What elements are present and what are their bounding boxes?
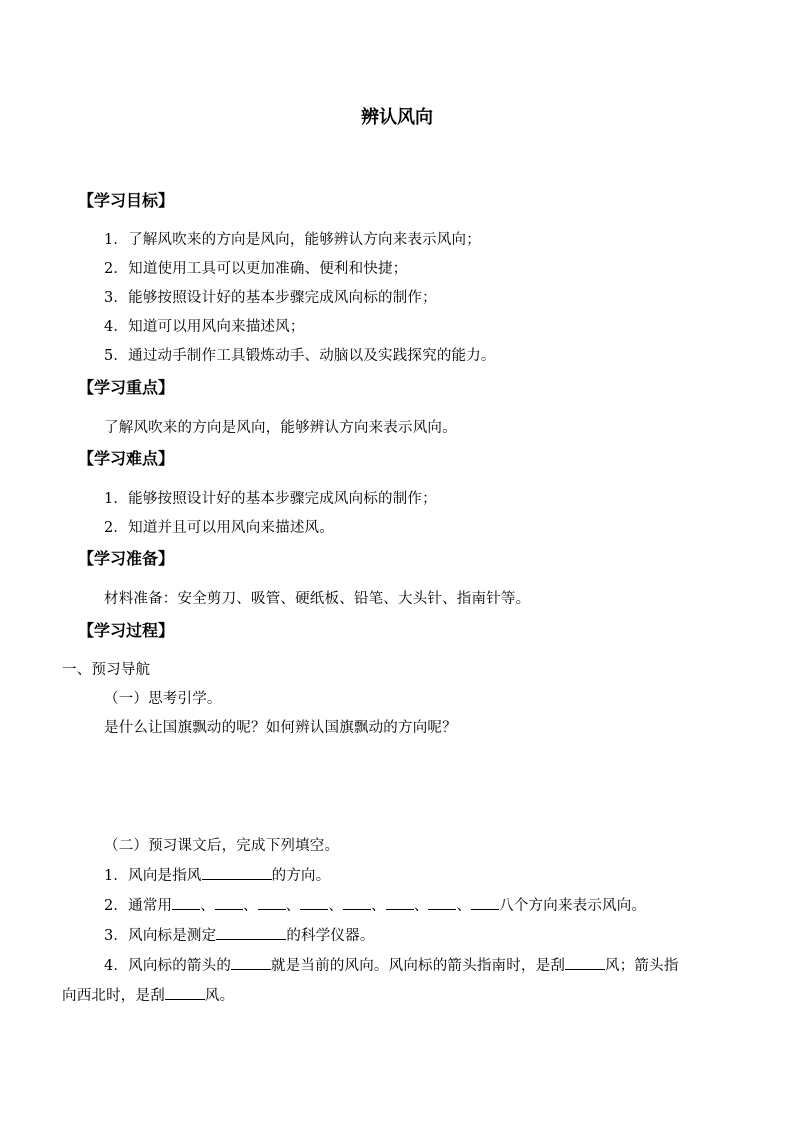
separator: 、 xyxy=(285,898,301,914)
answer-blank[interactable] xyxy=(172,895,200,910)
objective-item: 2．知道使用工具可以更加准确、便利和快捷； xyxy=(104,261,408,277)
key-points-heading: 【学习重点】 xyxy=(78,378,175,397)
question-text: 是什么让国旗飘动的呢？如何辨认国旗飘动的方向呢？ xyxy=(104,720,457,736)
key-points-text: 了解风吹来的方向是风向，能够辨认方向来表示风向。 xyxy=(104,420,457,436)
objective-item: 1．了解风吹来的方向是风向，能够辨认方向来表示风向； xyxy=(104,232,481,248)
sub1-title: （一）思考引学。 xyxy=(104,691,222,707)
answer-blank[interactable] xyxy=(231,955,271,970)
separator: 、 xyxy=(328,898,344,914)
separator: 、 xyxy=(413,898,429,914)
objective-item: 5．通过动手制作工具锻炼动手、动脑以及实践探究的能力。 xyxy=(104,348,496,364)
answer-blank[interactable] xyxy=(565,955,605,970)
answer-blank[interactable] xyxy=(215,895,243,910)
q4-text-c: 风；箭头指 xyxy=(605,958,679,974)
fill-question-4 xyxy=(104,955,679,976)
sub2-title: （二）预习课文后，完成下列填空。 xyxy=(104,838,340,854)
fill-question-2 xyxy=(104,895,646,916)
difficulties-heading: 【学习难点】 xyxy=(78,449,175,468)
q2-text-a: 2．通常用 xyxy=(104,898,173,914)
preparation-heading: 【学习准备】 xyxy=(78,549,175,568)
part1-title: 一、预习导航 xyxy=(62,662,151,678)
q2-text-b: 八个方向来表示风向。 xyxy=(499,898,647,914)
answer-blank[interactable] xyxy=(428,895,456,910)
q3-text-a: 3．风向标是测定 xyxy=(104,928,217,944)
q1-text-a: 1．风向是指风 xyxy=(104,868,202,884)
fill-question-1 xyxy=(104,865,330,886)
answer-blank[interactable] xyxy=(300,895,328,910)
answer-blank[interactable] xyxy=(471,895,499,910)
fill-question-4-cont xyxy=(62,985,234,1006)
separator: 、 xyxy=(456,898,472,914)
answer-blank[interactable] xyxy=(202,865,272,880)
page-title: 辨认风向 xyxy=(361,107,433,128)
difficulty-item: 1．能够按照设计好的基本步骤完成风向标的制作； xyxy=(104,491,437,507)
q4-text-e: 风。 xyxy=(204,988,235,1004)
fill-question-3 xyxy=(104,925,375,946)
objective-item: 4．知道可以用风向来描述风； xyxy=(104,319,305,335)
q4-text-b: 就是当前的风向。风向标的箭头指南时，是刮 xyxy=(271,958,566,974)
objectives-heading: 【学习目标】 xyxy=(78,191,175,210)
answer-blank[interactable] xyxy=(216,925,286,940)
answer-blank[interactable] xyxy=(386,895,414,910)
answer-blank[interactable] xyxy=(343,895,371,910)
answer-blank[interactable] xyxy=(258,895,286,910)
q3-text-b: 的科学仪器。 xyxy=(286,928,375,944)
separator: 、 xyxy=(371,898,386,914)
q4-text-a: 4．风向标的箭头的 xyxy=(104,958,232,974)
answer-blank[interactable] xyxy=(165,985,205,1000)
q4-text-d: 向西北时，是刮 xyxy=(62,988,165,1004)
difficulty-item: 2．知道并且可以用风向来描述风。 xyxy=(104,520,334,536)
preparation-text: 材料准备：安全剪刀、吸管、硬纸板、铅笔、大头针、指南针等。 xyxy=(104,591,531,607)
objective-item: 3．能够按照设计好的基本步骤完成风向标的制作； xyxy=(104,290,437,306)
process-heading: 【学习过程】 xyxy=(78,621,175,640)
separator: 、 xyxy=(200,898,215,914)
q1-text-b: 的方向。 xyxy=(271,868,331,884)
separator: 、 xyxy=(242,898,258,914)
